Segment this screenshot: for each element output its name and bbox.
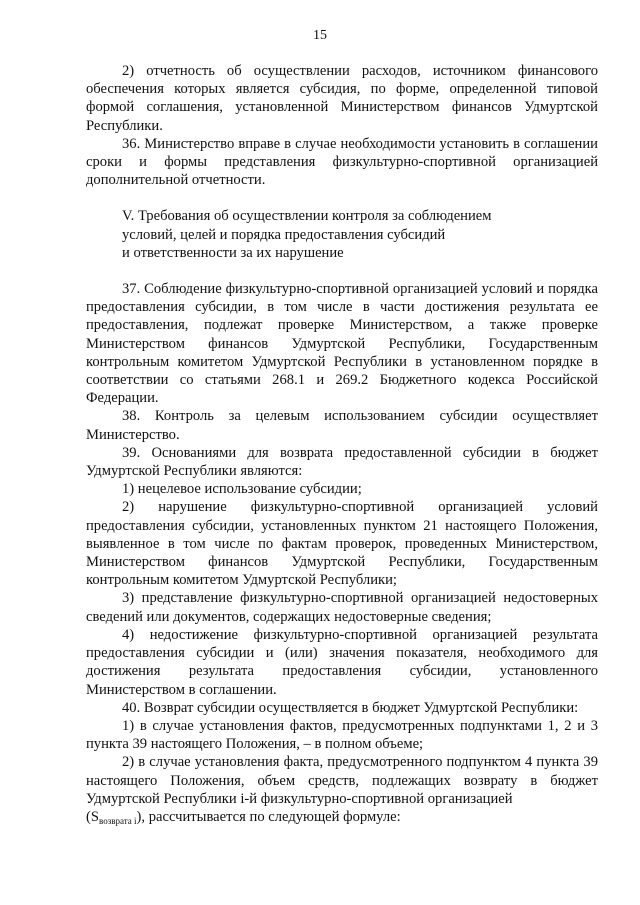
paragraph-39: 39. Основаниями для возврата предоставленной субсидии в бюджет Удмуртской Республики являются:	[86, 444, 598, 480]
paragraph-40-item-1: 1) в случае установления фактов, предусмотренных подпунктами 1, 2 и 3 пункта 39 настоящего Положения, – в полном объеме;	[86, 717, 598, 753]
formula-intro-text: ), рассчитывается по следующей формуле:	[136, 808, 401, 825]
paragraph-38: 38. Контроль за целевым использованием субсидии осуществляет Министерство.	[86, 408, 598, 443]
paragraph-39-item-4: 4) недостижение физкультурно-спортивной организацией результата предоставления субсидии и (или) значения показателя, необходимого для достижения результата предоставления субсидии, установленного Министерством в соглашении.	[86, 626, 598, 698]
paragraph-39-item-1: 1) нецелевое использование субсидии;	[122, 481, 362, 498]
section-heading-line-2: условий, целей и порядка предоставления субсидий	[122, 226, 446, 243]
paragraph-40-item-2: 2) в случае установления факта, предусмотренного подпунктом 4 пункта 39 настоящего Положения, объем средств, подлежащих возврату в бюджет Удмуртской Республики i-й физкультурно-спортивной организацией	[86, 754, 598, 807]
formula-symbol: S	[90, 808, 99, 825]
paragraph-39-item-2: 2) нарушение физкультурно-спортивной организацией условий предоставления субсидии, установленных пунктом 21 настоящего Положения, выявленное в том числе по фактам проверок, проведенных Министерством, Министерством финансов Удмуртской Республики, Государственным контрольным комитетом Удмуртской Республики;	[86, 499, 598, 589]
formula-subscript: возврата i	[99, 815, 137, 826]
paragraph-40: 40. Возврат субсидии осуществляется в бюджет Удмуртской Республики:	[122, 699, 579, 716]
page-number: 15	[313, 28, 327, 43]
formula-intro-line: $(S_{возврата i})$, рассчитывается по следующей формуле:	[86, 808, 401, 826]
paragraph-39-item-3: 3) представление физкультурно-спортивной организацией недостоверных сведений или документов, содержащих недостоверные сведения;	[86, 590, 598, 625]
section-heading-line-1: V. Требования об осуществлении контроля за соблюдением	[122, 208, 492, 225]
paragraph-36: 36. Министерство вправе в случае необходимости установить в соглашении сроки и формы представления физкультурно-спортивной организацией дополнительной отчетности.	[86, 135, 598, 189]
section-heading-line-3: и ответственности за их нарушение	[122, 244, 344, 261]
paragraph-report-item-2: 2) отчетность об осуществлении расходов, источником финансового обеспечения которых является субсидия, по форме, определенной типовой формой соглашения, установленной Министерством финансов Удмуртской Республики.	[86, 63, 598, 134]
document-body	[86, 62, 598, 830]
paragraph-37: 37. Соблюдение физкультурно-спортивной организацией условий и порядка предоставления субсидии, в том числе в части достижения результата ее предоставления, подлежат проверке Министерством, а также проверке Министерством финансов Удмуртской Республики, Государственным контрольным комитетом Удмуртской Республики в установленном порядке в соответствии со статьями 268.1 и 269.2 Бюджетного кодекса Российской Федерации.	[86, 281, 598, 407]
